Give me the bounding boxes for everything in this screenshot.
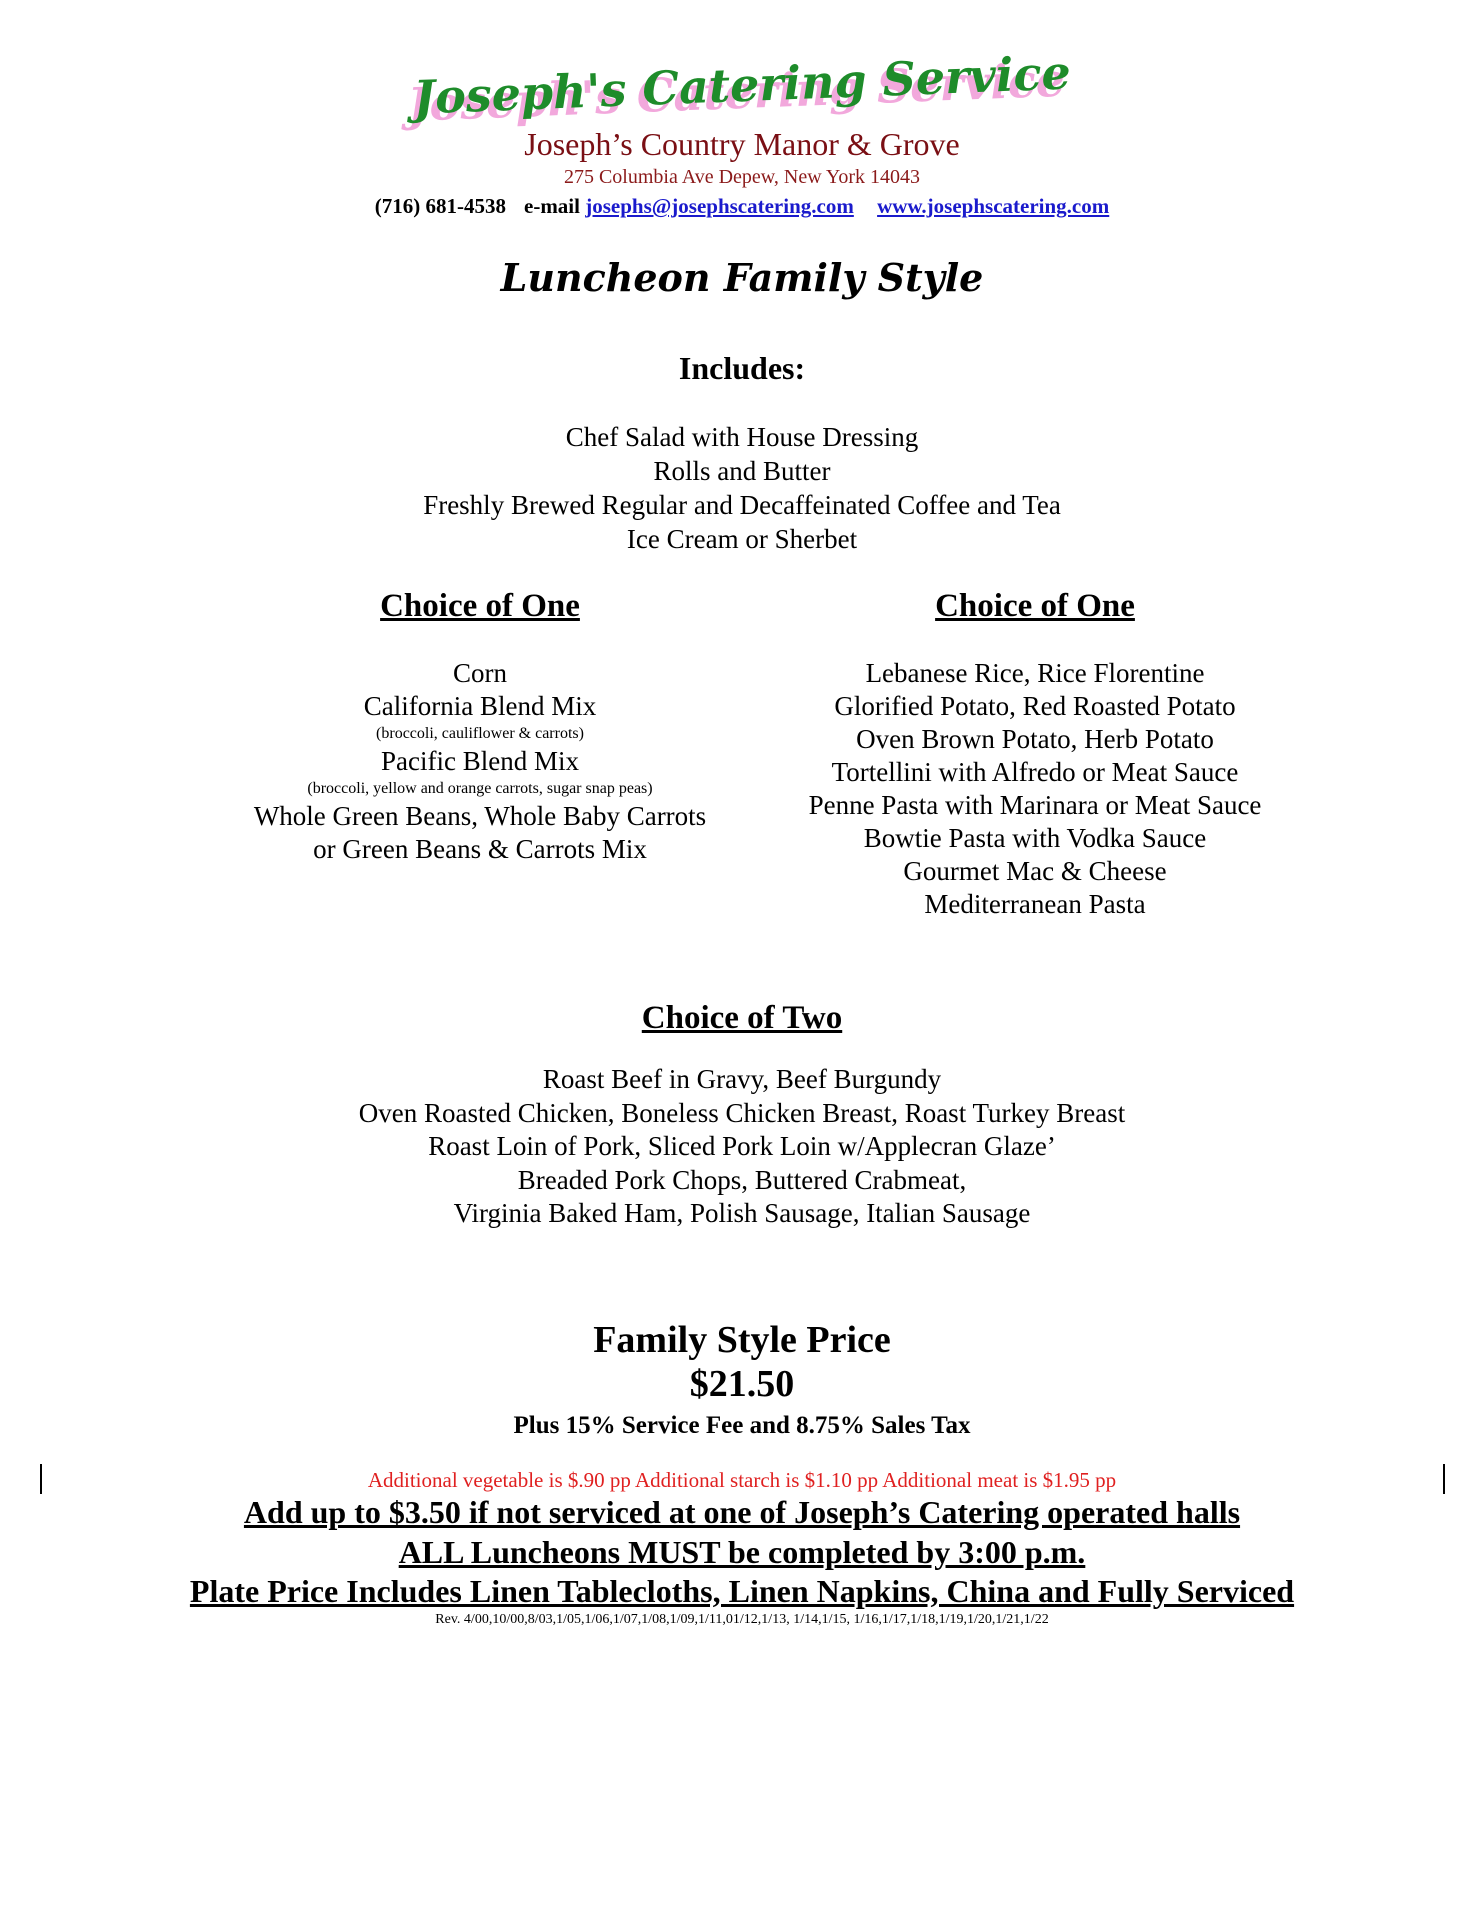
item-note: (broccoli, cauliflower & carrots) — [376, 725, 584, 742]
list-item: Lebanese Rice, Rice Florentine — [865, 658, 1205, 688]
additional-charges: Additional vegetable is $.90 pp Additional starch is $1.10 pp Additional meat is $1.95 pp — [367, 1468, 1117, 1492]
list-item: California Blend Mix — [363, 691, 597, 721]
list-item: Oven Roasted Chicken, Boneless Chicken Breast, Roast Turkey Breast — [358, 1097, 1126, 1128]
website-link[interactable]: www.josephscatering.com — [877, 194, 1110, 218]
list-item: Freshly Brewed Regular and Decaffeinated Coffee and Tea — [423, 490, 1061, 520]
margin-mark — [1443, 1464, 1445, 1494]
list-item: Pacific Blend Mix — [381, 746, 579, 776]
inclusions-note: Plate Price Includes Linen Tablecloths, Linen Napkins, China and Fully Serviced — [189, 1573, 1295, 1609]
list-item: Corn — [453, 658, 507, 688]
meat-heading: Choice of Two — [641, 1000, 843, 1036]
includes-list — [0, 420, 1484, 556]
contact-line — [0, 194, 1484, 219]
price-title: Family Style Price — [593, 1319, 891, 1361]
phone-number: (716) 681-4538 — [374, 194, 506, 218]
price-fees: Plus 15% Service Fee and 8.75% Sales Tax — [513, 1412, 971, 1439]
list-item: Breaded Pork Chops, Buttered Crabmeat, — [517, 1164, 967, 1195]
list-item: Roast Beef in Gravy, Beef Burgundy — [542, 1064, 942, 1094]
vegetable-column — [180, 588, 780, 866]
time-note: ALL Luncheons MUST be completed by 3:00 p.m. — [398, 1534, 1086, 1570]
menu-title: Luncheon Family Style — [500, 255, 984, 300]
item-note: (broccoli, yellow and orange carrots, sugar snap peas) — [307, 780, 653, 797]
venue-name: Joseph’s Country Manor & Grove — [524, 126, 960, 162]
list-item: Mediterranean Pasta — [924, 889, 1146, 919]
list-item: Tortellini with Alfredo or Meat Sauce — [831, 757, 1239, 787]
starch-column — [720, 588, 1350, 921]
list-item: Gourmet Mac & Cheese — [903, 856, 1167, 886]
list-item: Whole Green Beans, Whole Baby Carrots — [253, 801, 707, 831]
list-item: Ice Cream or Sherbet — [626, 524, 858, 554]
vegetable-heading: Choice of One — [380, 588, 580, 624]
email-label: e-mail — [524, 194, 580, 218]
starch-heading: Choice of One — [935, 588, 1135, 624]
price-value: $21.50 — [689, 1363, 795, 1405]
list-item: or Green Beans & Carrots Mix — [313, 834, 647, 864]
list-item: Roast Loin of Pork, Sliced Pork Loin w/Applecran Glaze’ — [428, 1131, 1056, 1161]
list-item: Virginia Baked Ham, Polish Sausage, Italian Sausage — [453, 1198, 1031, 1228]
list-item: Bowtie Pasta with Vodka Sauce — [863, 823, 1207, 853]
offsite-note: Add up to $3.50 if not serviced at one of Joseph’s Catering operated halls — [243, 1494, 1241, 1530]
meat-list — [0, 1063, 1484, 1231]
list-item: Oven Brown Potato, Herb Potato — [856, 724, 1214, 754]
email-link[interactable]: josephs@josephscatering.com — [585, 194, 854, 218]
list-item: Glorified Potato, Red Roasted Potato — [834, 691, 1236, 721]
list-item: Chef Salad with House Dressing — [565, 422, 919, 452]
revision-history: Rev. 4/00,10/00,8/03,1/05,1/06,1/07,1/08,1/09,1/11,01/12,1/13, 1/14,1/15, 1/16,1/17,1/18,1/19,1/20,1/21,1/22 — [435, 1612, 1049, 1627]
company-logo: Joseph's Catering Service — [412, 45, 1072, 125]
venue-address: 275 Columbia Ave Depew, New York 14043 — [563, 166, 921, 188]
list-item: Rolls and Butter — [653, 456, 831, 486]
list-item: Penne Pasta with Marinara or Meat Sauce — [808, 790, 1262, 820]
includes-heading: Includes: — [678, 350, 806, 386]
